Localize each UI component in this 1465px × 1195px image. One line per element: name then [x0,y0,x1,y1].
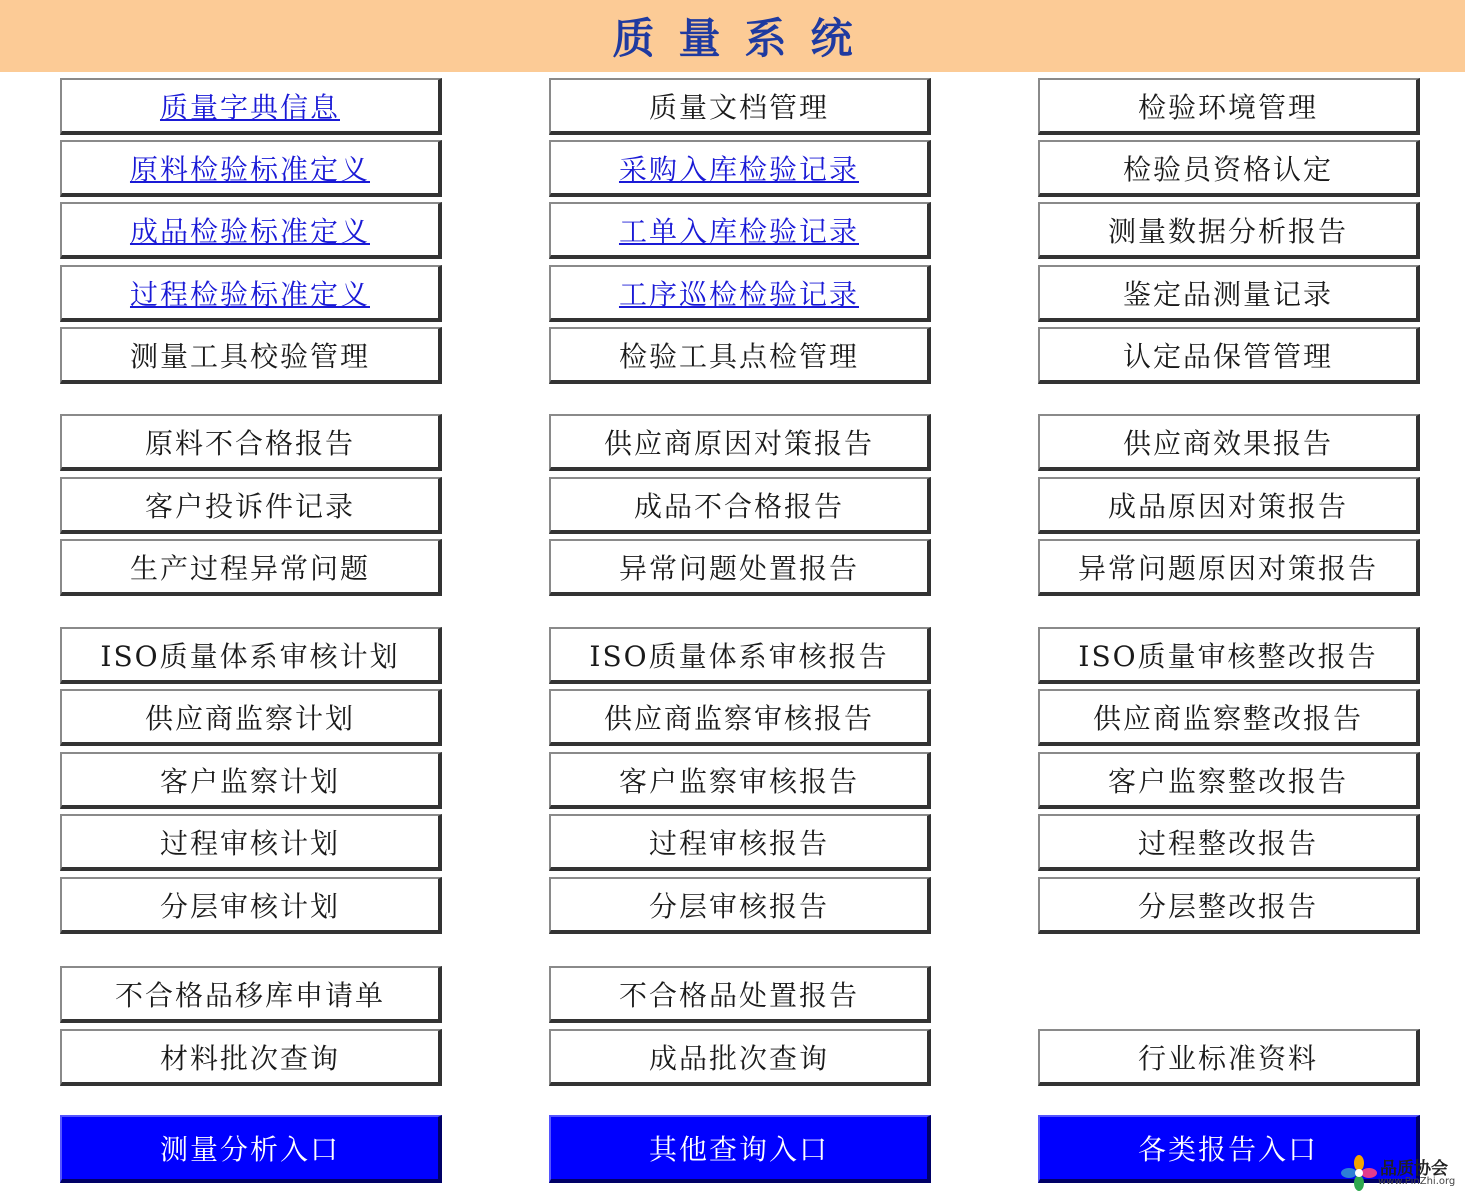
menu-button[interactable] [60,140,442,197]
menu-button-label: 检验工具点检管理 [618,339,859,373]
menu-button-label: 分层审核计划 [159,889,340,923]
menu-button-label: 过程整改报告 [1137,826,1318,860]
menu-button[interactable] [549,627,931,684]
menu-button[interactable] [549,78,931,135]
menu-button[interactable] [1038,752,1420,809]
menu-button[interactable] [1038,627,1420,684]
menu-button-label: 材料批次查询 [159,1041,340,1075]
menu-button-label: 行业标准资料 [1137,1041,1318,1075]
menu-button[interactable] [1038,877,1420,934]
menu-button[interactable] [1038,539,1420,596]
menu-button[interactable] [549,814,931,871]
menu-button[interactable] [1038,327,1420,384]
menu-button[interactable] [60,202,442,259]
menu-button[interactable] [60,539,442,596]
menu-button-label: ISO质量体系审核计划 [100,639,400,673]
menu-button-label: 工序巡检检验记录 [618,277,859,311]
menu-button[interactable] [549,752,931,809]
flower-logo-icon [1340,1154,1378,1192]
menu-button[interactable] [1038,1029,1420,1086]
menu-button-label: 成品批次查询 [648,1041,829,1075]
menu-button[interactable] [549,689,931,746]
menu-button[interactable] [549,140,931,197]
watermark [1340,1152,1462,1192]
menu-button[interactable] [60,78,442,135]
menu-button-label: 客户监察计划 [159,764,340,798]
menu-button-label: 生产过程异常问题 [129,551,370,585]
menu-button-label: 工单入库检验记录 [618,214,859,248]
menu-button-label: 过程检验标准定义 [129,277,370,311]
menu-button-label: 成品不合格报告 [633,489,844,523]
menu-button[interactable] [549,414,931,471]
menu-button[interactable] [1038,202,1420,259]
menu-button-label: 分层整改报告 [1137,889,1318,923]
menu-button-label: 成品原因对策报告 [1107,489,1348,523]
entry-button-label: 其他查询入口 [648,1133,829,1166]
menu-button[interactable] [60,477,442,534]
entry-button-label: 各类报告入口 [1137,1133,1318,1166]
entry-button[interactable] [549,1115,931,1183]
menu-button-label: 过程审核报告 [648,826,829,860]
menu-button-label: 客户监察审核报告 [618,764,859,798]
menu-button[interactable] [549,1029,931,1086]
menu-button[interactable] [60,327,442,384]
entry-button-label: 测量分析入口 [159,1133,340,1166]
menu-button[interactable] [60,414,442,471]
menu-button-label: 客户投诉件记录 [144,489,355,523]
menu-button-label: 采购入库检验记录 [618,152,859,186]
menu-button[interactable] [549,539,931,596]
menu-button-label: ISO质量体系审核报告 [589,639,889,673]
menu-button[interactable] [1038,78,1420,135]
menu-button-label: 不合格品处置报告 [618,978,859,1012]
page-title: 质量系统 [612,14,877,63]
menu-button-label: 异常问题原因对策报告 [1077,551,1378,585]
menu-button[interactable] [60,814,442,871]
menu-button[interactable] [549,877,931,934]
menu-button-label: 供应商监察计划 [144,701,355,735]
menu-button-label: 供应商监察整改报告 [1092,701,1363,735]
menu-button[interactable] [60,689,442,746]
menu-button[interactable] [60,752,442,809]
menu-button-label: 过程审核计划 [159,826,340,860]
menu-button[interactable] [549,477,931,534]
menu-button-label: 原料检验标准定义 [129,152,370,186]
menu-button[interactable] [60,265,442,322]
menu-button[interactable] [1038,477,1420,534]
menu-button-label: 原料不合格报告 [144,426,355,460]
menu-button[interactable] [549,265,931,322]
menu-button-label: 认定品保管管理 [1122,339,1333,373]
menu-button[interactable] [549,966,931,1023]
menu-button[interactable] [549,202,931,259]
watermark-url: www.PinZhi.org [1378,1176,1456,1187]
menu-button-label: 供应商原因对策报告 [603,426,874,460]
menu-button[interactable] [60,1029,442,1086]
menu-button-label: 供应商监察审核报告 [603,701,874,735]
page-header [0,0,1465,72]
menu-button-label: 分层审核报告 [648,889,829,923]
menu-button[interactable] [1038,140,1420,197]
menu-button[interactable] [549,327,931,384]
menu-button[interactable] [60,966,442,1023]
menu-button[interactable] [1038,814,1420,871]
menu-button-label: 鉴定品测量记录 [1122,277,1333,311]
watermark-text: 品质协会 [1380,1159,1448,1179]
menu-button[interactable] [1038,414,1420,471]
menu-button-label: 测量数据分析报告 [1107,214,1348,248]
menu-button[interactable] [60,627,442,684]
entry-button[interactable] [60,1115,442,1183]
menu-button-label: 客户监察整改报告 [1107,764,1348,798]
menu-button-label: 检验环境管理 [1137,90,1318,124]
menu-button-label: 测量工具校验管理 [129,339,370,373]
menu-button[interactable] [1038,689,1420,746]
menu-button[interactable] [1038,265,1420,322]
menu-button[interactable] [60,877,442,934]
menu-button-label: 质量文档管理 [648,90,829,124]
menu-button-label: 不合格品移库申请单 [114,978,385,1012]
menu-button-label: 检验员资格认定 [1122,152,1333,186]
menu-button-label: 成品检验标准定义 [129,214,370,248]
menu-button-label: 质量字典信息 [159,90,340,124]
menu-button-label: 供应商效果报告 [1122,426,1333,460]
menu-button-label: 异常问题处置报告 [618,551,859,585]
menu-button-label: ISO质量审核整改报告 [1078,639,1378,673]
